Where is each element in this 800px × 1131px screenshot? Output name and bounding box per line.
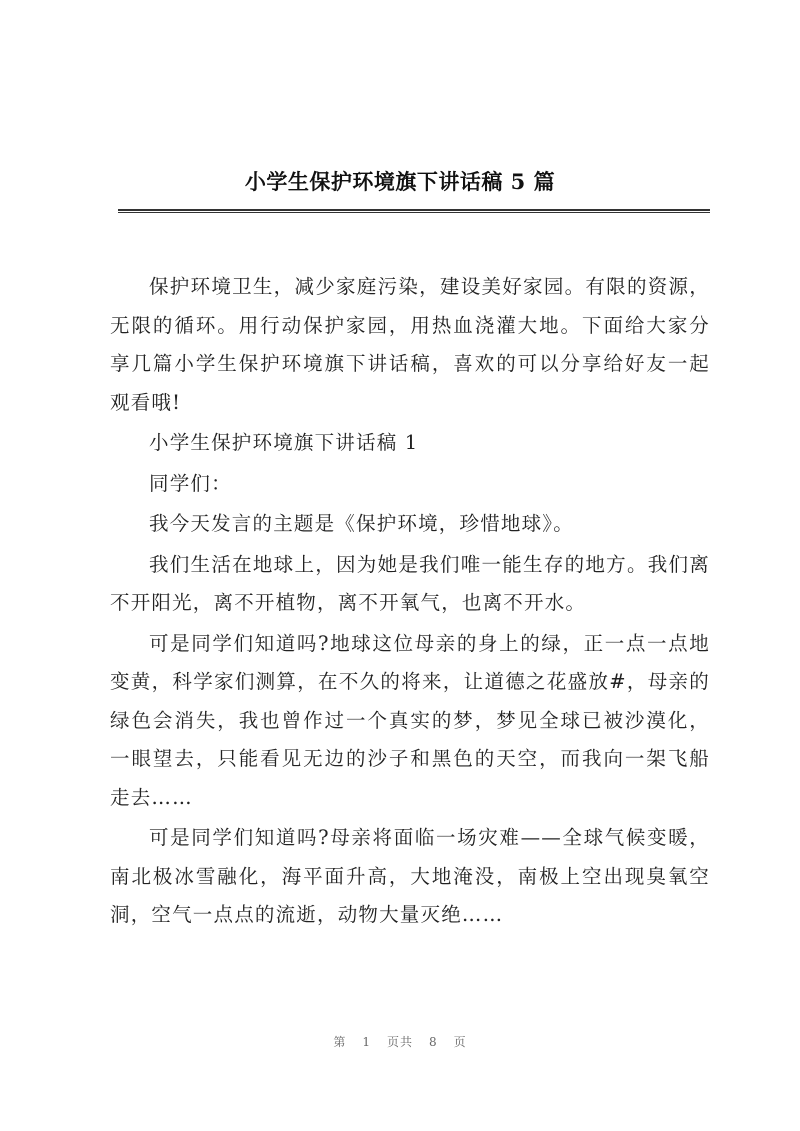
- page-footer: [0, 1033, 800, 1050]
- salutation: 同学们：: [149, 471, 232, 495]
- body-paragraph: 我们生活在地球上，因为她是我们唯一能生存的地方。我们离不开阳光，离不开植物，离不开氧气，也离不开水。: [110, 552, 710, 614]
- body-paragraph: 可是同学们知道吗?母亲将面临一场灾难——全球气候变暖，南北极冰雪融化，海平面升高，大地淹没，南极上空出现臭氧空洞，空气一点点的流逝，动物大量灭绝……: [110, 826, 710, 926]
- title-divider: [118, 209, 710, 213]
- footer-total-pages: 8: [429, 1035, 438, 1049]
- body-paragraph: 可是同学们知道吗?地球这位母亲的身上的绿，正一点一点地变黄，科学家们测算，在不久的将来，让道德之花盛放#，母亲的绿色会消失，我也曾作过一个真实的梦，梦见全球已被沙漠化，一眼望去，只能看见无边的沙子和黑色的天空，而我向一架飞船走去……: [110, 631, 710, 809]
- footer-label-of: 页共: [386, 1035, 413, 1049]
- document-body: [110, 268, 710, 935]
- topic-paragraph: 我今天发言的主题是《保护环境，珍惜地球》。: [149, 512, 574, 535]
- footer-label-page: 第: [333, 1035, 347, 1049]
- footer-label-pages: 页: [453, 1035, 467, 1049]
- intro-paragraph: 保护环境卫生，减少家庭污染，建设美好家园。有限的资源，无限的循环。用行动保护家园，用热血浇灌大地。下面给大家分享几篇小学生保护环境旗下讲话稿，喜欢的可以分享给好友一起观看哦!: [110, 275, 710, 414]
- page-title: 小学生保护环境旗下讲话稿 5 篇: [244, 169, 556, 194]
- section-heading: 小学生保护环境旗下讲话稿 1: [149, 431, 419, 454]
- footer-current-page: 1: [362, 1035, 371, 1049]
